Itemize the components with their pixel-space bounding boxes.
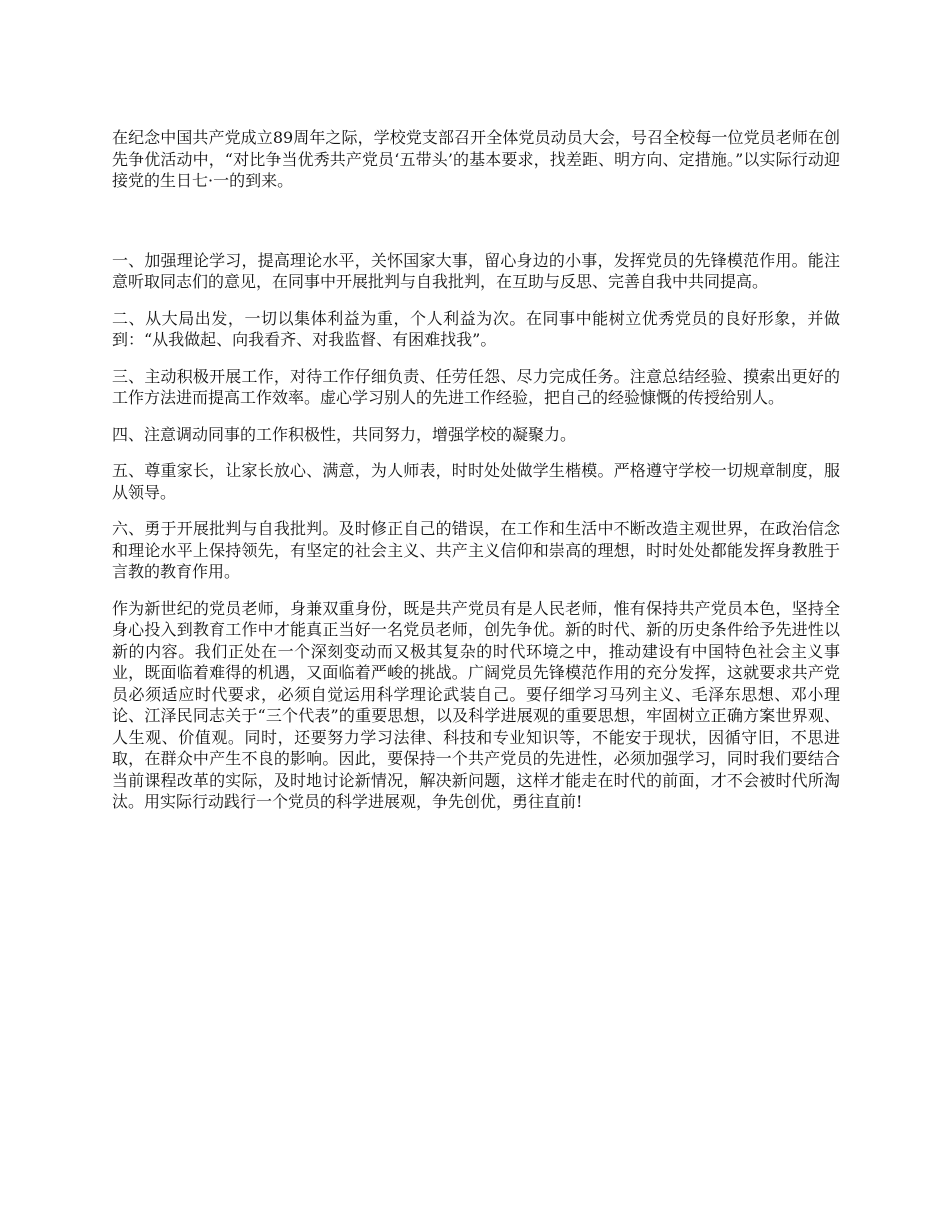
document-body xyxy=(112,127,840,828)
point-3-paragraph: 三、主动积极开展工作，对待工作仔细负责、任劳任怨、尽力完成任务。注意总结经验、摸索出更好的工作方法进而提高工作效率。虚心学习别人的先进工作经验，把自己的经验慷慨的传授给别人。 xyxy=(112,366,840,407)
conclusion-paragraph: 作为新世纪的党员老师，身兼双重身份，既是共产党员有是人民老师，惟有保持共产党员本色，坚持全身心投入到教育工作中才能真正当好一名党员老师，创先争优。新的时代、新的历史条件给予先进性以新的内容。我们正处在一个深刻变动而又极其复杂的时代环境之中，推动建设有中国特色社会主义事业，既面临着难得的机遇，又面临着严峻的挑战。广阔党员先锋模范作用的充分发挥，这就要求共产党员必须适应时代要求，必须自觉运用科学理论武装自己。要仔细学习马列主义、毛泽东思想、邓小理论、江泽民同志关于“三个代表”的重要思想，以及科学进展观的重要思想，牢固树立正确方案世界观、人生观、价值观。同时，还要努力学习法律、科技和专业知识等，不能安于现状，因循守旧，不思进取，在群众中产生不良的影响。因此，要保持一个共产党员的先进性，必须加强学习，同时我们要结合当前课程改革的实际，及时地讨论新情况，解决新问题，这样才能走在时代的前面，才不会被时代所淘汰。用实际行动践行一个党员的科学进展观，争先创优，勇往直前! xyxy=(112,598,840,811)
point-1-paragraph: 一、加强理论学习，提高理论水平，关怀国家大事，留心身边的小事，发挥党员的先锋模范作用。能注意听取同志们的意见，在同事中开展批判与自我批判，在互助与反思、完善自我中共同提高。 xyxy=(112,250,840,291)
point-5-paragraph: 五、尊重家长，让家长放心、满意，为人师表，时时处处做学生楷模。严格遵守学校一切规章制度，服从领导。 xyxy=(112,461,840,502)
point-4-paragraph: 四、注意调动同事的工作积极性，共同努力，增强学校的凝聚力。 xyxy=(112,424,577,444)
intro-paragraph: 在纪念中国共产党成立89周年之际，学校党支部召开全体党员动员大会，号召全校每一位党员老师在创先争优活动中，“对比争当优秀共产党员‘五带头’的基本要求，找差距、明方向、定措施。”以实际行动迎接党的生日七·一的到来。 xyxy=(112,128,840,190)
point-6-paragraph: 六、勇于开展批判与自我批判。及时修正自己的错误，在工作和生活中不断改造主观世界，在政治信念和理论水平上保持领先，有坚定的社会主义、共产主义信仰和崇高的理想，时时处处都能发挥身教胜于言教的教育作用。 xyxy=(112,519,840,581)
point-2-paragraph: 二、从大局出发，一切以集体利益为重，个人利益为次。在同事中能树立优秀党员的良好形象，并做到：“从我做起、向我看齐、对我监督、有困难找我”。 xyxy=(112,308,840,349)
